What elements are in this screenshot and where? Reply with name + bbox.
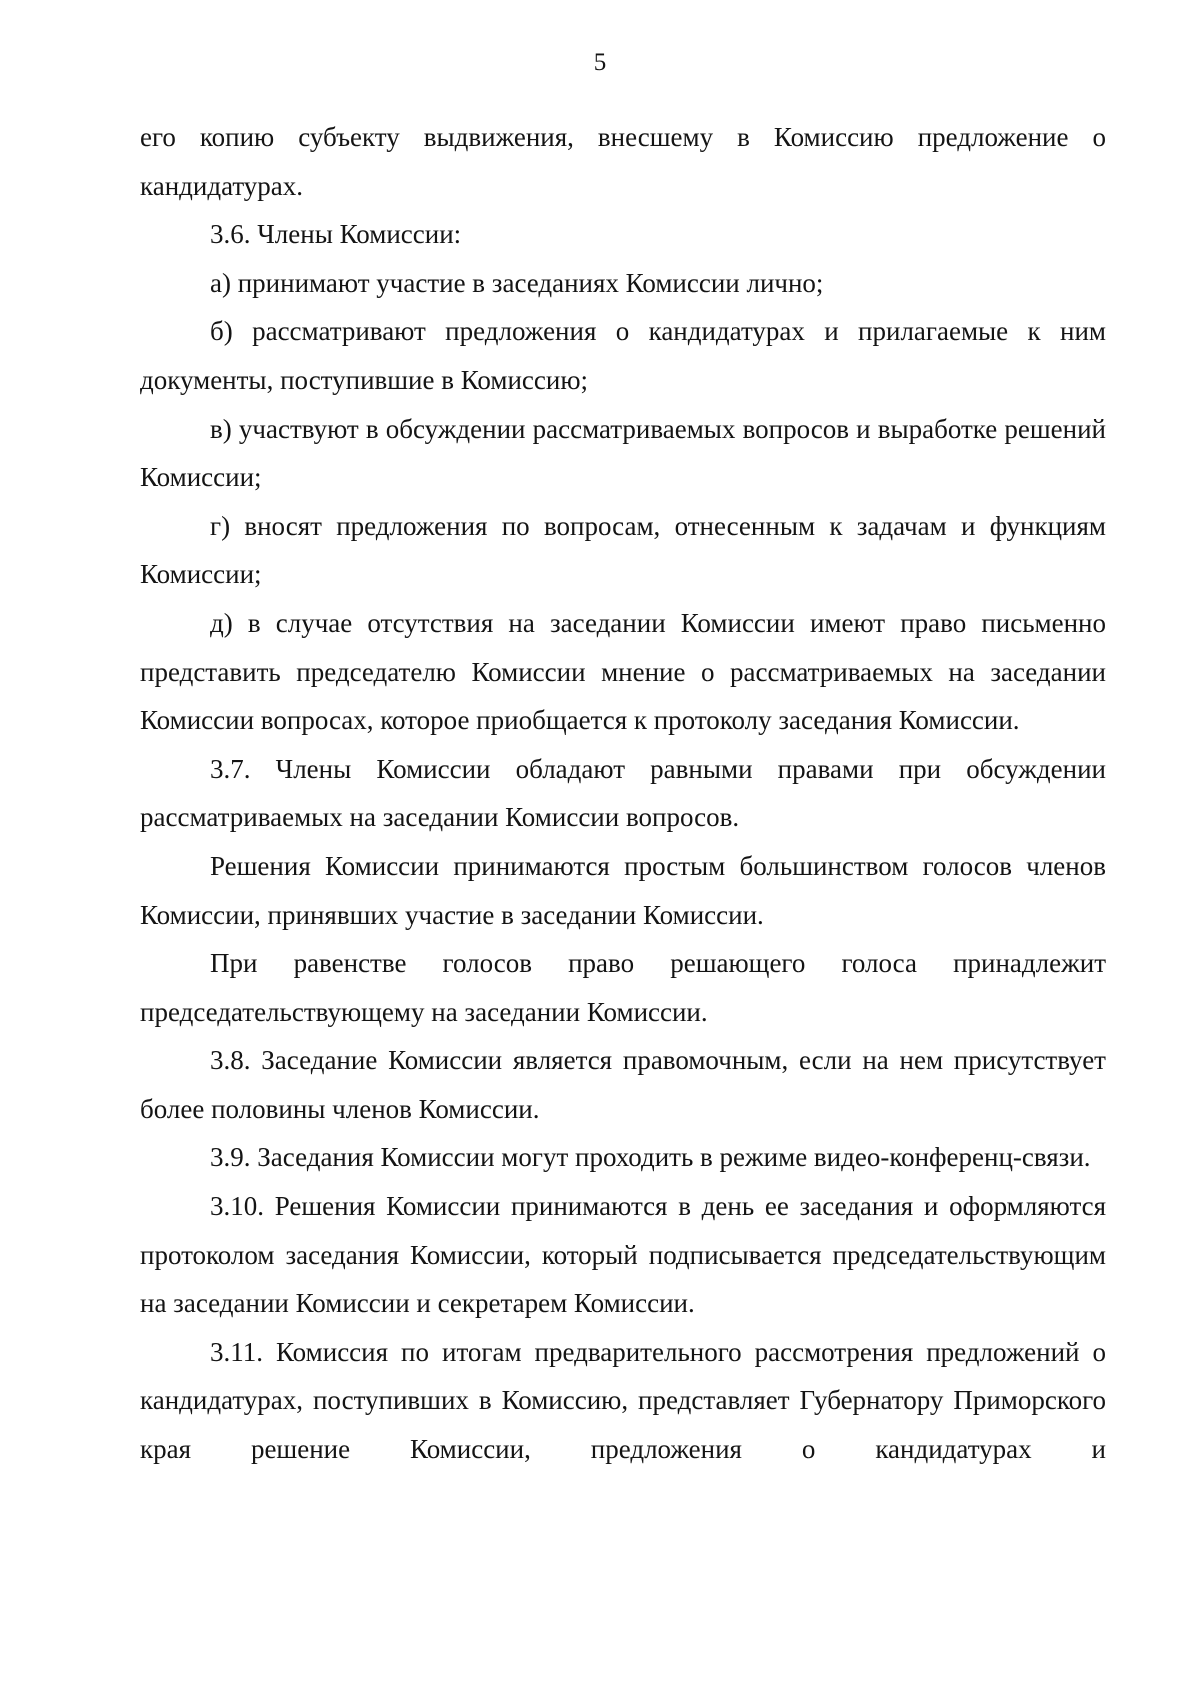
paragraph-3-6-d: д) в случае отсутствия на заседании Комиссии имеют право письменно представить председателю Комиссии мнение о рассматриваемых на заседании Комиссии вопросах, которое приобщается к протоколу заседания Комиссии. [140,607,1106,736]
paragraph-3-10: 3.10. Решения Комиссии принимаются в день ее заседания и оформляются протоколом заседания Комиссии, который подписывается председательствующим на заседании Комиссии и секретарем Комиссии. [140,1191,1106,1319]
paragraph-3-6-v: в) участвуют в обсуждении рассматриваемых вопросов и выработке решений Комиссии; [140,413,1106,493]
paragraph-3-6-b: б) рассматривают предложения о кандидатурах и прилагаемые к ним документы, поступившие в Комиссию; [140,316,1106,395]
page-number: 5 [593,49,607,76]
paragraph-3-7-tie-vote: При равенстве голосов право решающего голоса принадлежит председательствующему на заседании Комиссии. [140,948,1106,1027]
paragraph-3-6-a: а) принимают участие в заседаниях Комиссии лично; [210,267,824,298]
document-body [140,113,1106,1474]
paragraph-3-11: 3.11. Комиссия по итогам предварительного рассмотрения предложений о кандидатурах, поступивших в Комиссию, представляет Губернатору Приморского края решение Комиссии, предложения о кандидатурах и [140,1336,1106,1465]
paragraph-3-7: 3.7. Члены Комиссии обладают равными правами при обсуждении рассматриваемых на заседании Комиссии вопросов. [140,753,1106,833]
paragraph-3-9: 3.9. Заседания Комиссии могут проходить в режиме видео-конференц-связи. [210,1142,1091,1173]
paragraph-3-6-heading: 3.6. Члены Комиссии: [210,219,462,250]
paragraph-3-6-g: г) вносят предложения по вопросам, отнесенным к задачам и функциям Комиссии; [140,510,1106,590]
paragraph-3-8: 3.8. Заседание Комиссии является правомочным, если на нем присутствует более половины членов Комиссии. [140,1045,1106,1124]
paragraph-continuation: его копию субъекту выдвижения, внесшему в Комиссию предложение о кандидатурах. [140,122,1106,201]
paragraph-3-7-decisions: Решения Комиссии принимаются простым большинством голосов членов Комиссии, принявших участие в заседании Комиссии. [140,850,1106,930]
